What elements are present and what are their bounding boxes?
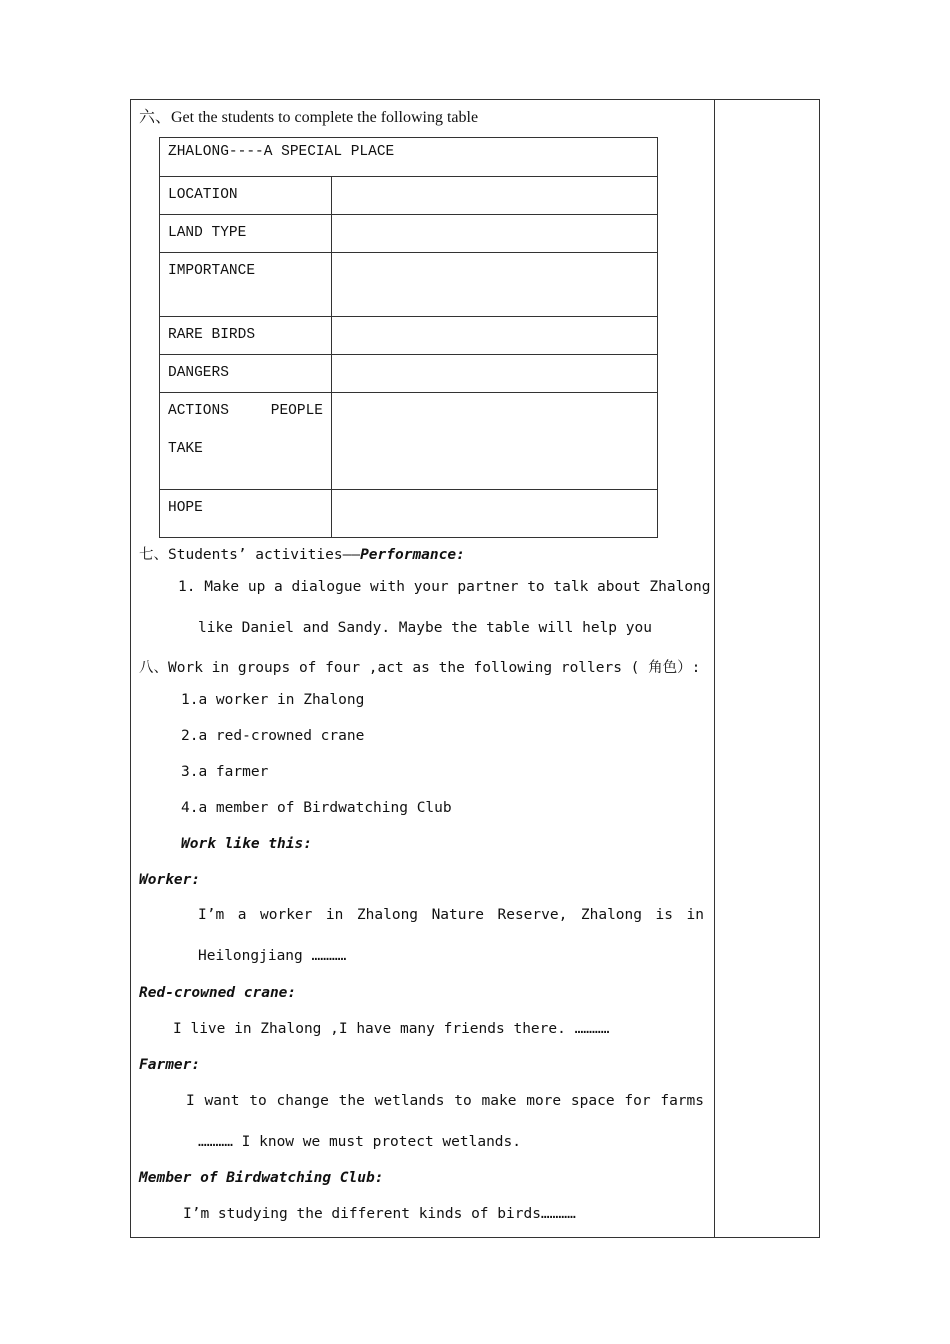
farmer-label: Farmer: — [139, 1057, 201, 1073]
row-label-dangers: DANGERS — [160, 355, 332, 393]
section-7-title: 七、Students’ activities——Performance: — [139, 547, 465, 563]
section-7-item1-line2: like Daniel and Sandy. Maybe the table will help you — [198, 620, 652, 636]
row-value-location[interactable] — [332, 177, 658, 215]
role-item: 4.a member of Birdwatching Club — [181, 800, 452, 816]
row-label-rare-birds: RARE BIRDS — [160, 317, 332, 355]
row-label-actions: ACTIONS PEOPLE TAKE — [160, 393, 332, 490]
row-value-dangers[interactable] — [332, 355, 658, 393]
table-header: ZHALONG----A SPECIAL PLACE — [160, 138, 658, 177]
section-7-item1-line1: 1. Make up a dialogue with your partner to talk about Zhalong — [178, 579, 711, 595]
section-8-title: 八、Work in groups of four ,act as the following rollers ( 角色）: — [139, 660, 701, 676]
worker-line1: I’m a worker in Zhalong Nature Reserve, Zhalong is in — [198, 907, 704, 923]
row-value-hope[interactable] — [332, 490, 658, 538]
row-label-location: LOCATION — [160, 177, 332, 215]
role-item: 1.a worker in Zhalong — [181, 692, 365, 708]
section-6-title: 六、Get the students to complete the following table — [139, 109, 479, 126]
worker-line2: Heilongjiang ………… — [198, 948, 347, 964]
row-label-hope: HOPE — [160, 490, 332, 538]
row-value-rare-birds[interactable] — [332, 317, 658, 355]
member-label: Member of Birdwatching Club: — [139, 1170, 384, 1186]
crane-line: I live in Zhalong ,I have many friends there. ………… — [173, 1021, 610, 1037]
row-value-land-type[interactable] — [332, 215, 658, 253]
crane-label: Red-crowned crane: — [139, 985, 297, 1001]
row-value-actions[interactable] — [332, 393, 658, 490]
role-item: 3.a farmer — [181, 764, 269, 780]
farmer-line1: I want to change the wetlands to make more space for farms — [186, 1093, 704, 1109]
worker-label: Worker: — [139, 872, 201, 888]
zhalong-table — [159, 137, 658, 538]
role-item: 2.a red-crowned crane — [181, 728, 365, 744]
farmer-line2: ………… I know we must protect wetlands. — [198, 1134, 522, 1150]
row-label-land-type: LAND TYPE — [160, 215, 332, 253]
work-like-this: Work like this: — [181, 836, 312, 852]
member-line: I’m studying the different kinds of birds………… — [183, 1206, 576, 1222]
row-label-importance: IMPORTANCE — [160, 253, 332, 317]
column-divider — [714, 99, 715, 1238]
row-value-importance[interactable] — [332, 253, 658, 317]
